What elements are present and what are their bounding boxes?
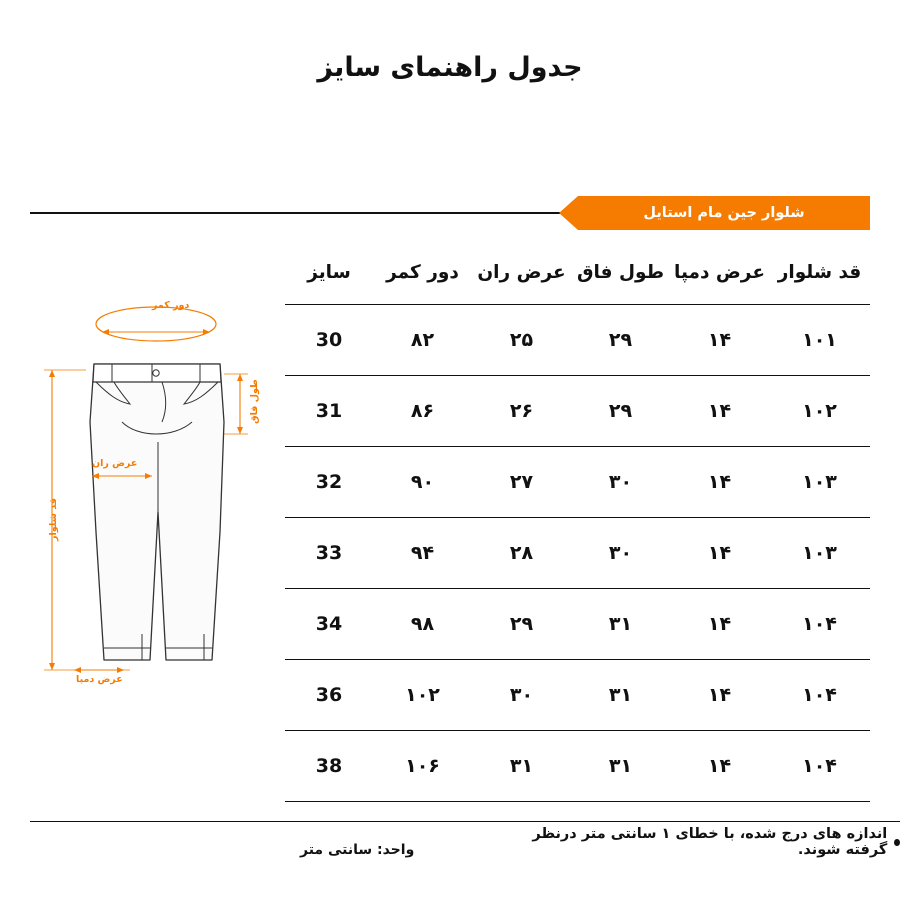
cell-size: 38 (285, 731, 373, 802)
column-header-rise: طول فاق (571, 240, 670, 305)
cell-hem: ۱۴ (670, 447, 769, 518)
table-row (285, 589, 870, 660)
size-table-body (285, 305, 870, 802)
cell-rise: ۳۰ (571, 518, 670, 589)
footer-divider (30, 821, 900, 823)
banner-divider (30, 212, 592, 214)
cell-hem: ۱۴ (670, 305, 769, 376)
cell-thigh: ۳۱ (472, 731, 571, 802)
cell-waist: ۸۶ (373, 376, 472, 447)
column-header-waist: دور کمر (373, 240, 472, 305)
cell-hem: ۱۴ (670, 589, 769, 660)
cell-length: ۱۰۳ (769, 518, 870, 589)
size-table (285, 240, 870, 802)
cell-hem: ۱۴ (670, 660, 769, 731)
banner-arrow-icon (559, 196, 578, 230)
unit-note: واحد: سانتی متر (300, 842, 415, 858)
cell-hem: ۱۴ (670, 376, 769, 447)
bullet-icon (894, 839, 900, 846)
cell-hem: ۱۴ (670, 731, 769, 802)
tolerance-note-text: اندازه های درج شده، با خطای ۱ سانتی متر درنظر گرفته شوند. (532, 826, 888, 858)
table-row (285, 447, 870, 518)
cell-rise: ۳۰ (571, 447, 670, 518)
cell-size: 36 (285, 660, 373, 731)
label-rise: طول فاق (248, 379, 260, 424)
cell-rise: ۳۱ (571, 589, 670, 660)
cell-size: 33 (285, 518, 373, 589)
cell-thigh: ۲۸ (472, 518, 571, 589)
page-title: جدول راهنمای سایز (317, 52, 583, 83)
cell-size: 30 (285, 305, 373, 376)
cell-length: ۱۰۱ (769, 305, 870, 376)
cell-thigh: ۲۶ (472, 376, 571, 447)
cell-length: ۱۰۳ (769, 447, 870, 518)
table-row (285, 305, 870, 376)
cell-waist: ۱۰۲ (373, 660, 472, 731)
cell-thigh: ۲۷ (472, 447, 571, 518)
column-header-thigh: عرض ران (472, 240, 571, 305)
cell-waist: ۹۴ (373, 518, 472, 589)
cell-rise: ۳۱ (571, 731, 670, 802)
cell-length: ۱۰۴ (769, 589, 870, 660)
cell-rise: ۲۹ (571, 305, 670, 376)
cell-waist: ۹۸ (373, 589, 472, 660)
cell-waist: ۱۰۶ (373, 731, 472, 802)
jeans-diagram-svg (34, 282, 284, 722)
cell-thigh: ۲۵ (472, 305, 571, 376)
cell-length: ۱۰۴ (769, 731, 870, 802)
table-row (285, 376, 870, 447)
size-table-head (285, 240, 870, 305)
cell-thigh: ۲۹ (472, 589, 571, 660)
product-banner (578, 196, 870, 230)
cell-length: ۱۰۴ (769, 660, 870, 731)
label-length: قد شلوار (47, 498, 59, 541)
product-banner-label: شلوار جین مام استایل (578, 196, 870, 230)
cell-size: 31 (285, 376, 373, 447)
cell-length: ۱۰۲ (769, 376, 870, 447)
cell-rise: ۲۹ (571, 376, 670, 447)
cell-waist: ۹۰ (373, 447, 472, 518)
cell-rise: ۳۱ (571, 660, 670, 731)
column-header-length: قد شلوار (769, 240, 870, 305)
cell-thigh: ۳۰ (472, 660, 571, 731)
table-row (285, 518, 870, 589)
table-header-row (285, 240, 870, 305)
cell-size: 34 (285, 589, 373, 660)
label-waist: دور کمر (152, 300, 190, 311)
cell-size: 32 (285, 447, 373, 518)
column-header-size: سایز (285, 240, 373, 305)
label-hem: عرض دمپا (76, 674, 123, 685)
table-row (285, 731, 870, 802)
cell-waist: ۸۲ (373, 305, 472, 376)
label-thigh: عرض ران (92, 458, 138, 469)
jeans-illustration (34, 282, 284, 722)
cell-hem: ۱۴ (670, 518, 769, 589)
size-table-container (285, 240, 870, 802)
tolerance-note (520, 826, 900, 858)
column-header-hem: عرض دمپا (670, 240, 769, 305)
table-row (285, 660, 870, 731)
